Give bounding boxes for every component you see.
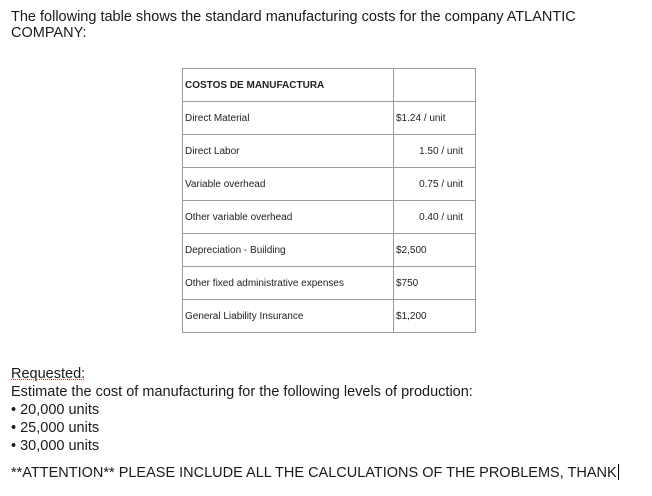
row-value: $2,500 (394, 234, 476, 267)
requested-section (11, 365, 641, 455)
row-label: Other fixed administrative expenses (183, 267, 394, 300)
manufacturing-costs-table (182, 68, 476, 333)
row-label: Variable overhead (183, 168, 394, 201)
table-header-empty (394, 69, 476, 102)
row-label: Depreciation - Building (183, 234, 394, 267)
row-value: $1.24 / unit (394, 102, 476, 135)
table-row (183, 234, 476, 267)
row-label: Direct Labor (183, 135, 394, 168)
text-cursor (618, 464, 619, 480)
row-value: $1,200 (394, 300, 476, 333)
table-header-row (183, 69, 476, 102)
table-row (183, 168, 476, 201)
requested-title: Requested: (11, 366, 86, 382)
table-row (183, 201, 476, 234)
row-label: General Liability Insurance (183, 300, 394, 333)
table-row (183, 135, 476, 168)
row-label: Other variable overhead (183, 201, 394, 234)
attention-note[interactable] (11, 464, 619, 482)
list-item: • 25,000 units (11, 420, 100, 436)
list-item: • 30,000 units (11, 438, 100, 454)
requested-instruction: Estimate the cost of manufacturing for the following levels of production: (11, 384, 473, 400)
table-row (183, 102, 476, 135)
row-value: 0.75 / unit (394, 168, 476, 201)
row-value: 0.40 / unit (394, 201, 476, 234)
row-value: $750 (394, 267, 476, 300)
row-label: Direct Material (183, 102, 394, 135)
intro-text: The following table shows the standard manufacturing costs for the company ATLANTIC COMPANY: (11, 9, 576, 41)
table-row (183, 267, 476, 300)
list-item: • 20,000 units (11, 402, 100, 418)
table-header: COSTOS DE MANUFACTURA (183, 69, 394, 102)
attention-text: **ATTENTION** PLEASE INCLUDE ALL THE CALCULATIONS OF THE PROBLEMS, THANK (11, 465, 617, 481)
row-value: 1.50 / unit (394, 135, 476, 168)
table-row (183, 300, 476, 333)
